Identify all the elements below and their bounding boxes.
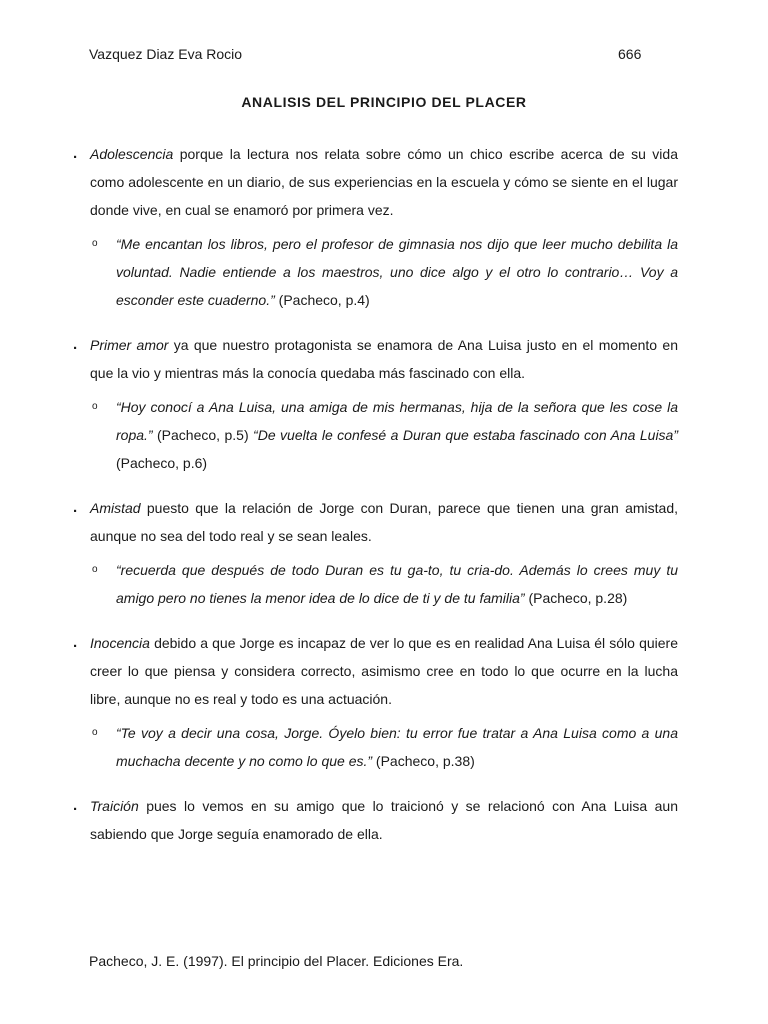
quote-citation: (Pacheco, p.5) bbox=[152, 427, 254, 443]
item-term: Adolescencia bbox=[90, 146, 174, 162]
item-paragraph bbox=[90, 331, 678, 387]
item-term: Traición bbox=[90, 798, 139, 814]
list-item bbox=[73, 629, 678, 775]
item-quote bbox=[92, 556, 678, 612]
item-paragraph bbox=[90, 494, 678, 550]
item-term: Inocencia bbox=[90, 635, 150, 651]
item-description: debido a que Jorge es incapaz de ver lo que es en realidad Ana Luisa él sólo quiere creer lo que piensa y considera correcto, asimismo cree en todo lo que ocurre en la lucha libre, aunque no es real y todo es una actuación. bbox=[90, 635, 678, 707]
quote-text: “recuerda que después de todo Duran es tu ga-to, tu cria-do. Además lo crees muy tu amigo pero no tienes la menor idea de lo dice de ti y de tu familia” bbox=[116, 562, 678, 606]
item-description: puesto que la relación de Jorge con Duran, parece que tienen una gran amistad, aunque no sea del todo real y se sean leales. bbox=[90, 500, 678, 544]
item-term: Amistad bbox=[90, 500, 141, 516]
list-item bbox=[73, 792, 678, 848]
item-description: pues lo vemos en su amigo que lo traicionó y se relacionó con Ana Luisa aun sabiendo que Jorge seguía enamorado de ella. bbox=[90, 798, 678, 842]
quote-text: “Hoy conocí a Ana Luisa, una amiga de mis hermanas, hija de la señora que les cose la ropa.” bbox=[116, 399, 678, 443]
list-item bbox=[73, 140, 678, 314]
header-number: 666 bbox=[618, 46, 642, 62]
item-paragraph bbox=[90, 629, 678, 713]
item-term: Primer amor bbox=[90, 337, 169, 353]
item-quote bbox=[92, 393, 679, 477]
quote-citation: (Pacheco, p.4) bbox=[274, 292, 370, 308]
quote-text: “Te voy a decir una cosa, Jorge. Óyelo bien: tu error fue tratar a Ana Luisa como a una muchacha decente y no como lo que es.” bbox=[116, 725, 678, 769]
header-author: Vazquez Diaz Eva Rocio bbox=[89, 46, 243, 62]
bullet-marker: . bbox=[73, 499, 78, 516]
item-description: porque la lectura nos relata sobre cómo un chico escribe acerca de su vida como adolescente en un diario, de sus experiencias en la escuela y cómo se siente en el lugar donde vive, en cual se enamoró por primera vez. bbox=[90, 146, 678, 218]
bibliography-reference: Pacheco, J. E. (1997). El principio del Placer. Ediciones Era. bbox=[89, 953, 464, 969]
item-paragraph bbox=[90, 140, 678, 224]
quote-citation: (Pacheco, p.28) bbox=[524, 590, 628, 606]
bullet-marker: . bbox=[73, 634, 78, 651]
page-title: ANALISIS DEL PRINCIPIO DEL PLACER bbox=[241, 94, 527, 110]
quote-text: “De vuelta le confesé a Duran que estaba fascinado con Ana Luisa” bbox=[253, 427, 679, 443]
item-description: ya que nuestro protagonista se enamora de Ana Luisa justo en el momento en que la vio y mientras más la conocía quedaba más fascinado con ella. bbox=[90, 337, 678, 381]
bullet-marker: . bbox=[73, 336, 78, 353]
quote-citation: (Pacheco, p.38) bbox=[372, 753, 475, 769]
bullet-marker: . bbox=[73, 145, 78, 162]
item-quote bbox=[92, 230, 678, 314]
quote-citation: (Pacheco, p.6) bbox=[116, 455, 208, 471]
document-body bbox=[0, 140, 768, 848]
item-paragraph bbox=[90, 792, 678, 848]
quote-marker: o bbox=[92, 401, 98, 412]
list-item bbox=[73, 331, 679, 477]
list-item bbox=[73, 494, 678, 612]
item-quote bbox=[92, 719, 678, 775]
quote-marker: o bbox=[92, 238, 98, 249]
quote-text: “Me encantan los libros, pero el profesor de gimnasia nos dijo que leer mucho debilita la voluntad. Nadie entiende a los maestros, uno dice algo y el otro lo contrario… Voy a esconder este cuaderno.” bbox=[116, 236, 678, 308]
quote-marker: o bbox=[92, 727, 98, 738]
bullet-marker: . bbox=[73, 797, 78, 814]
quote-marker: o bbox=[92, 564, 98, 575]
